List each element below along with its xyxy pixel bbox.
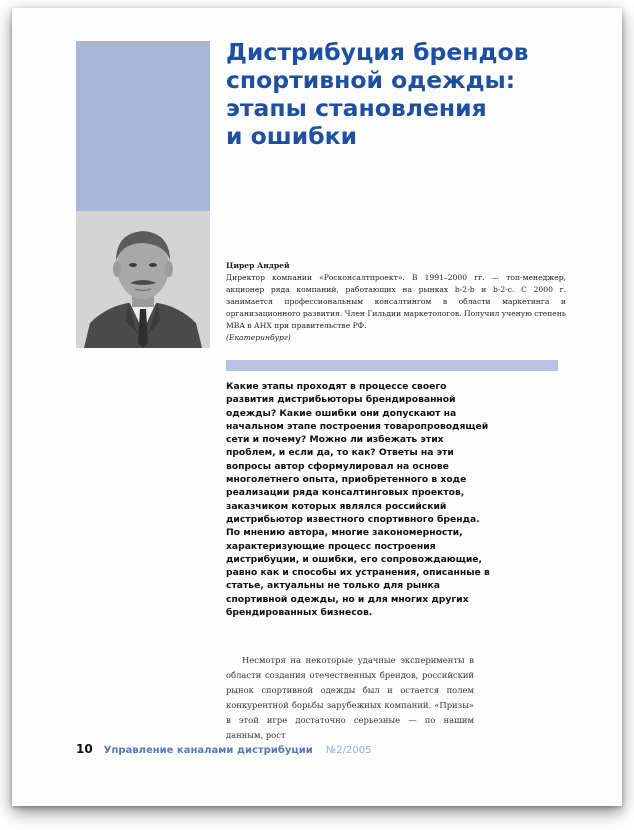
page-number: 10 xyxy=(76,742,93,756)
author-city: (Екатеринбург) xyxy=(226,333,291,342)
section-divider xyxy=(226,360,558,371)
magazine-page xyxy=(12,8,622,806)
body-paragraph: Несмотря на некоторые удачные эксперименты в области создания отечественных брендов, российский рынок спортивной одежды был и остается полем конкурентной борьбы зарубежных компаний. «Призы» в этой игре достаточно серьезные — по нашим данным, рост xyxy=(226,655,474,740)
page-footer xyxy=(76,738,371,757)
title-line: Дистрибуция брендов xyxy=(226,38,529,66)
author-photo xyxy=(76,211,210,348)
journal-title: Управление каналами дистрибуции xyxy=(103,745,313,756)
title-line: этапы становления xyxy=(226,94,487,122)
author-info xyxy=(226,260,566,344)
author-bio: Директор компании «Росконсалтпроект». В 1991–2000 гг. — топ-менеджер, акционер ряда компаний, работающих на рынках b-2-b и b-2-c. С 2000 г. занимается профессиональным консалтингом в области маркетинга и организационного развития. Член Гильдии маркетологов. Получил ученую степень MBA в АНХ при правительстве РФ. xyxy=(226,273,566,330)
lead-paragraph: Какие этапы проходят в процессе своего развития дистрибьюторы брендированной одежды? Какие ошибки они допускают на начальном этапе построения товаропроводящей сети и почему? Можно ли избежать этих проблем, и если да, то как? Ответы на эти вопросы автор сформулировал на основе многолетнего опыта, приобретенного в ходе реализации ряда консалтинговых проектов, заказчиком которых являлся российский дистрибьютор известного спортивного бренда. xyxy=(226,381,489,525)
article-title xyxy=(226,38,596,150)
decorative-blue-band xyxy=(76,41,210,211)
author-portrait-image xyxy=(76,211,210,348)
article-lead xyxy=(226,380,496,619)
title-line: и ошибки xyxy=(226,122,358,150)
title-line: спортивной одежды: xyxy=(226,66,516,94)
issue-number: №2/2005 xyxy=(325,745,372,756)
author-name: Цирер Андрей xyxy=(226,261,290,270)
lead-paragraph: По мнению автора, многие закономерности, характеризующие процесс построения дистрибуции, и ошибки, его сопровождающие, равно как и способы их устранения, описанные в статье, актуальны не только для рынка спортивной одежды, но и для многих других брендированных бизнесов. xyxy=(226,527,490,619)
